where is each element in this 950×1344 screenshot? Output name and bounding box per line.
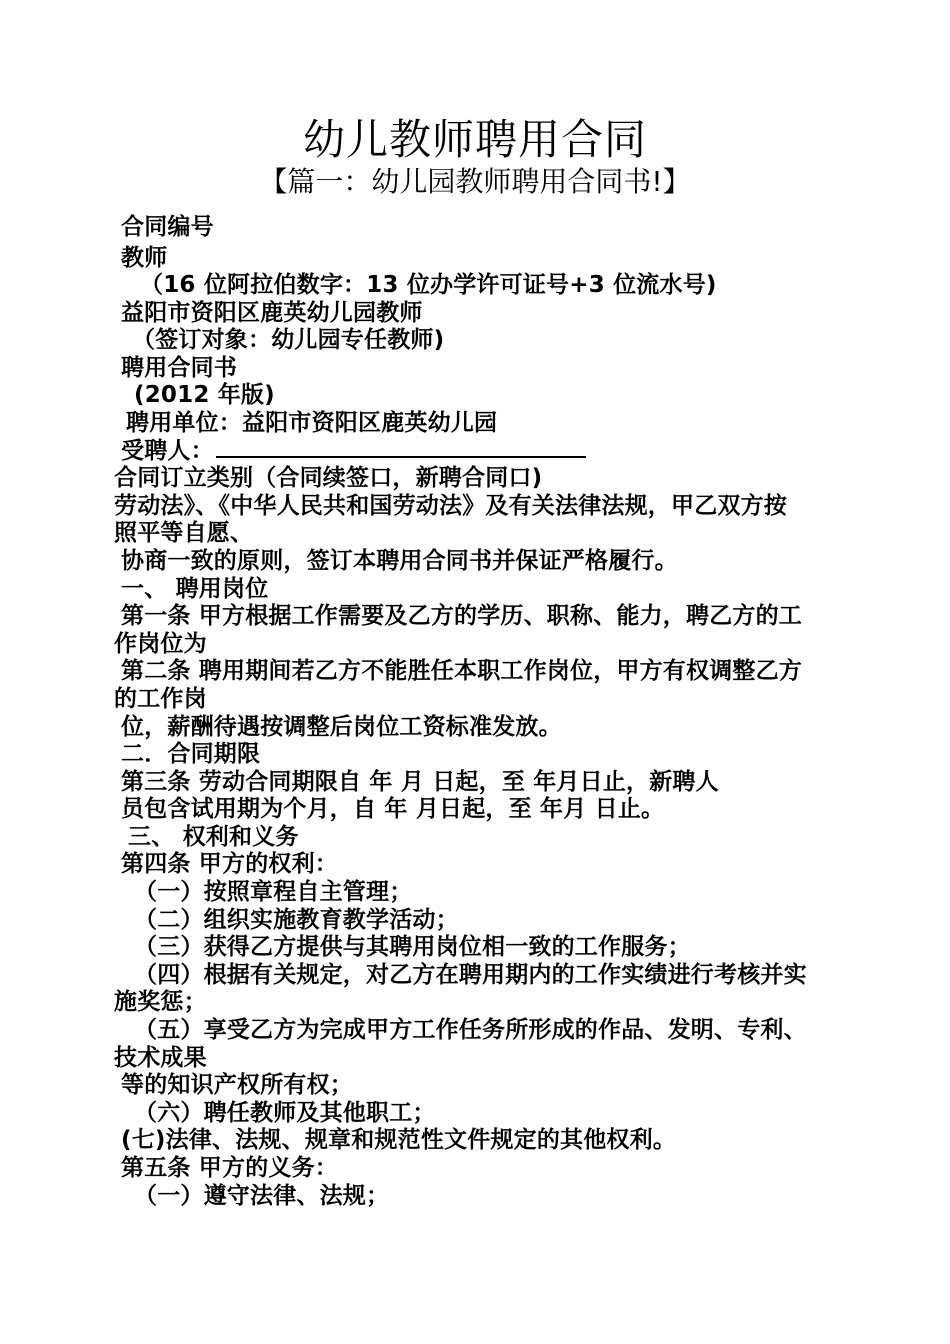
text-line: 员包含试用期为个月，自 年 月日起，至 年月 日止。 <box>121 796 665 822</box>
text-line: 技术成果 <box>114 1045 207 1071</box>
text-line: 三、 权利和义务 <box>128 824 299 850</box>
text-line: （六）聘任教师及其他职工； <box>134 1100 436 1126</box>
text-line: （签订对象：幼儿园专任教师) <box>132 327 445 353</box>
text-line: (七)法律、法规、规章和规范性文件规定的其他权利。 <box>121 1127 677 1153</box>
document-subtitle: 【篇一：幼儿园教师聘用合同书!】 <box>259 165 691 198</box>
text-line: （四）根据有关规定，对乙方在聘用期内的工作实绩进行考核并实 <box>134 962 807 988</box>
text-line: 教师 <box>121 245 168 271</box>
signature-line <box>121 437 586 465</box>
text-line: 合同编号 <box>121 214 214 240</box>
text-line: 的工作岗 <box>114 686 207 712</box>
text-line: 合同订立类别（合同续签口，新聘合同口) <box>114 465 543 491</box>
text-line: （三）获得乙方提供与其聘用岗位相一致的工作服务； <box>134 934 691 960</box>
text-line-label: 受聘人： <box>121 438 214 464</box>
text-line: 施奖惩； <box>114 989 207 1015</box>
text-line: （16 位阿拉伯数字：13 位办学许可证号+3 位流水号) <box>140 272 717 298</box>
text-line: 照平等自愿、 <box>114 520 254 546</box>
text-line: （二）组织实施教育教学活动； <box>134 907 459 933</box>
text-line: （一）按照章程自主管理； <box>134 879 413 905</box>
text-line: 等的知识产权所有权； <box>121 1072 353 1098</box>
text-line: 第二条 聘用期间若乙方不能胜任本职工作岗位，甲方有权调整乙方 <box>121 658 803 684</box>
text-line: 一、 聘用岗位 <box>121 576 269 602</box>
text-line: 二．合同期限 <box>121 741 261 767</box>
text-line: （一）遵守法律、法规； <box>134 1183 390 1209</box>
text-line: 位，薪酬待遇按调整后岗位工资标准发放。 <box>121 714 562 740</box>
text-line: 劳动法》、《中华人民共和国劳动法》及有关法律法规，甲乙双方按 <box>114 493 787 519</box>
text-line: 益阳市资阳区鹿英幼儿园教师 <box>121 300 423 326</box>
text-line: 第一条 甲方根据工作需要及乙方的学历、职称、能力，聘乙方的工 <box>121 603 803 629</box>
text-line: (2012 年版) <box>134 382 275 408</box>
document-title: 幼儿教师聘用合同 <box>302 115 647 164</box>
text-line: （五）享受乙方为完成甲方工作任务所形成的作品、发明、专利、 <box>134 1017 807 1043</box>
text-line: 聘用单位：益阳市资阳区鹿英幼儿园 <box>126 410 498 436</box>
text-line: 第五条 甲方的义务： <box>121 1155 339 1181</box>
fill-in-blank <box>216 438 586 458</box>
text-line: 聘用合同书 <box>121 355 237 381</box>
text-line: 协商一致的原则，签订本聘用合同书并保证严格履行。 <box>121 548 678 574</box>
text-line: 第四条 甲方的权利： <box>121 851 339 877</box>
text-line: 第三条 劳动合同期限自 年 月 日起，至 年月日止，新聘人 <box>121 769 719 795</box>
text-line: 作岗位为 <box>114 631 207 657</box>
